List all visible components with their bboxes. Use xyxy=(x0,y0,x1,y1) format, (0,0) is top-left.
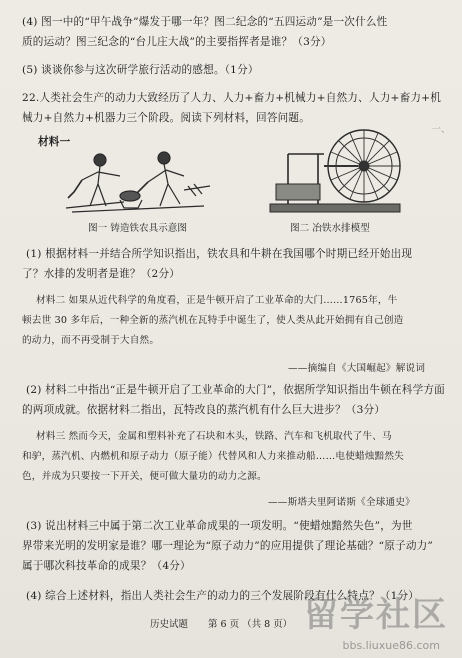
footer-page-number: 第 6 页 （共 8 页） xyxy=(208,619,293,630)
material-3-source: ——斯塔夫里阿诺斯《全球通史》 xyxy=(268,497,415,508)
question-22-intro-line1: 22.人类社会生产的动力大致经历了人力、人力+畜力+机械力+自然力、人力+畜力+机 xyxy=(22,92,442,104)
figure-2-caption: 图二 冶铁水排模型 xyxy=(290,223,370,234)
material-2-source: ——摘编自《大国崛起》解说词 xyxy=(288,363,426,374)
material-2-line2: 顿去世 30 多年后，一种全新的蒸汽机在瓦特手中诞生了，使人类从此开始拥有自己创造 xyxy=(22,315,404,326)
figure-1-caption: 图一 铸造铁农具示意图 xyxy=(88,223,187,234)
material-1-label: 材料一 xyxy=(38,136,71,148)
material-3-line1: 材料三 然而今天，金属和塑料补充了石块和木头，铁路、汽车和飞机取代了牛、马 xyxy=(36,431,392,442)
question-22-3-line3: 属于哪次科技革命的成果？（4分） xyxy=(22,560,191,572)
question-21-4-line2: 质的运动？图三纪念的“台儿庄大战”的主要指挥者是谁？（3分） xyxy=(22,36,332,48)
question-22-2-line2: 的两项成就。依据材料二指出，瓦特改良的蒸汽机有什么巨大进步？（3分） xyxy=(22,404,386,416)
watermark-logo: 留学社区 xyxy=(304,595,448,635)
material-3-line3: 色，并成为只要按一下开关，便可做大量功的动力之源。 xyxy=(22,471,267,482)
question-22-3-line2: 界带来光明的发明家是谁？哪一理论为“原子动力”的应用提供了理论基础？“原子动力” xyxy=(22,540,434,552)
question-22-3-line1: (3) 说出材料三中属于第二次工业革命成果的一项发明。“使蜡烛黯然失色”，为世 xyxy=(26,520,413,532)
figure-1-casting-illustration xyxy=(64,146,212,214)
material-2-line1: 材料二 如果从近代科学的角度看，正是牛顿开启了工业革命的大门……1765年，牛 xyxy=(36,295,398,306)
footer-subject: 历史试题 xyxy=(150,619,189,630)
question-21-5: (5) 谈谈你参与这次研学旅行活动的感想。（1分） xyxy=(22,64,259,76)
question-22-2-line1: (2) 材料二中指出“正是牛顿开启了工业革命的大门”，依据所学知识指出牛顿在科学方面 xyxy=(26,384,445,396)
question-22-1-line1: (1) 根据材料一并结合所学知识指出，铁农具和牛耕在我国哪个时期已经开始出现 xyxy=(26,248,413,260)
margin-note: 一、 xyxy=(432,125,451,135)
material-3-line2: 和驴，蒸汽机、内燃机和原子动力（原子能）代替风和人力来推动船……电使蜡烛黯然失 xyxy=(22,451,404,462)
watermark-url: bbs.liuxue86.com xyxy=(342,639,440,652)
figure-2-water-bellows-model xyxy=(268,124,406,220)
question-22-4: (4) 综合上述材料，指出人类社会生产的动力的三个发展阶段有什么特点？（1分） xyxy=(26,590,420,602)
question-21-4-line1: (4) 图一中的“甲午战争”爆发于哪一年？图二纪念的“五四运动”是一次什么性 xyxy=(22,16,388,28)
question-22-1-line2: 了？水排的发明者是谁？（2分） xyxy=(22,268,181,280)
question-22-intro-line2: 械力+自然力+机器力三个阶段。阅读下列材料，回答问题。 xyxy=(22,112,310,124)
material-2-line3: 的动力，而不再受制于大自然。 xyxy=(22,335,160,346)
